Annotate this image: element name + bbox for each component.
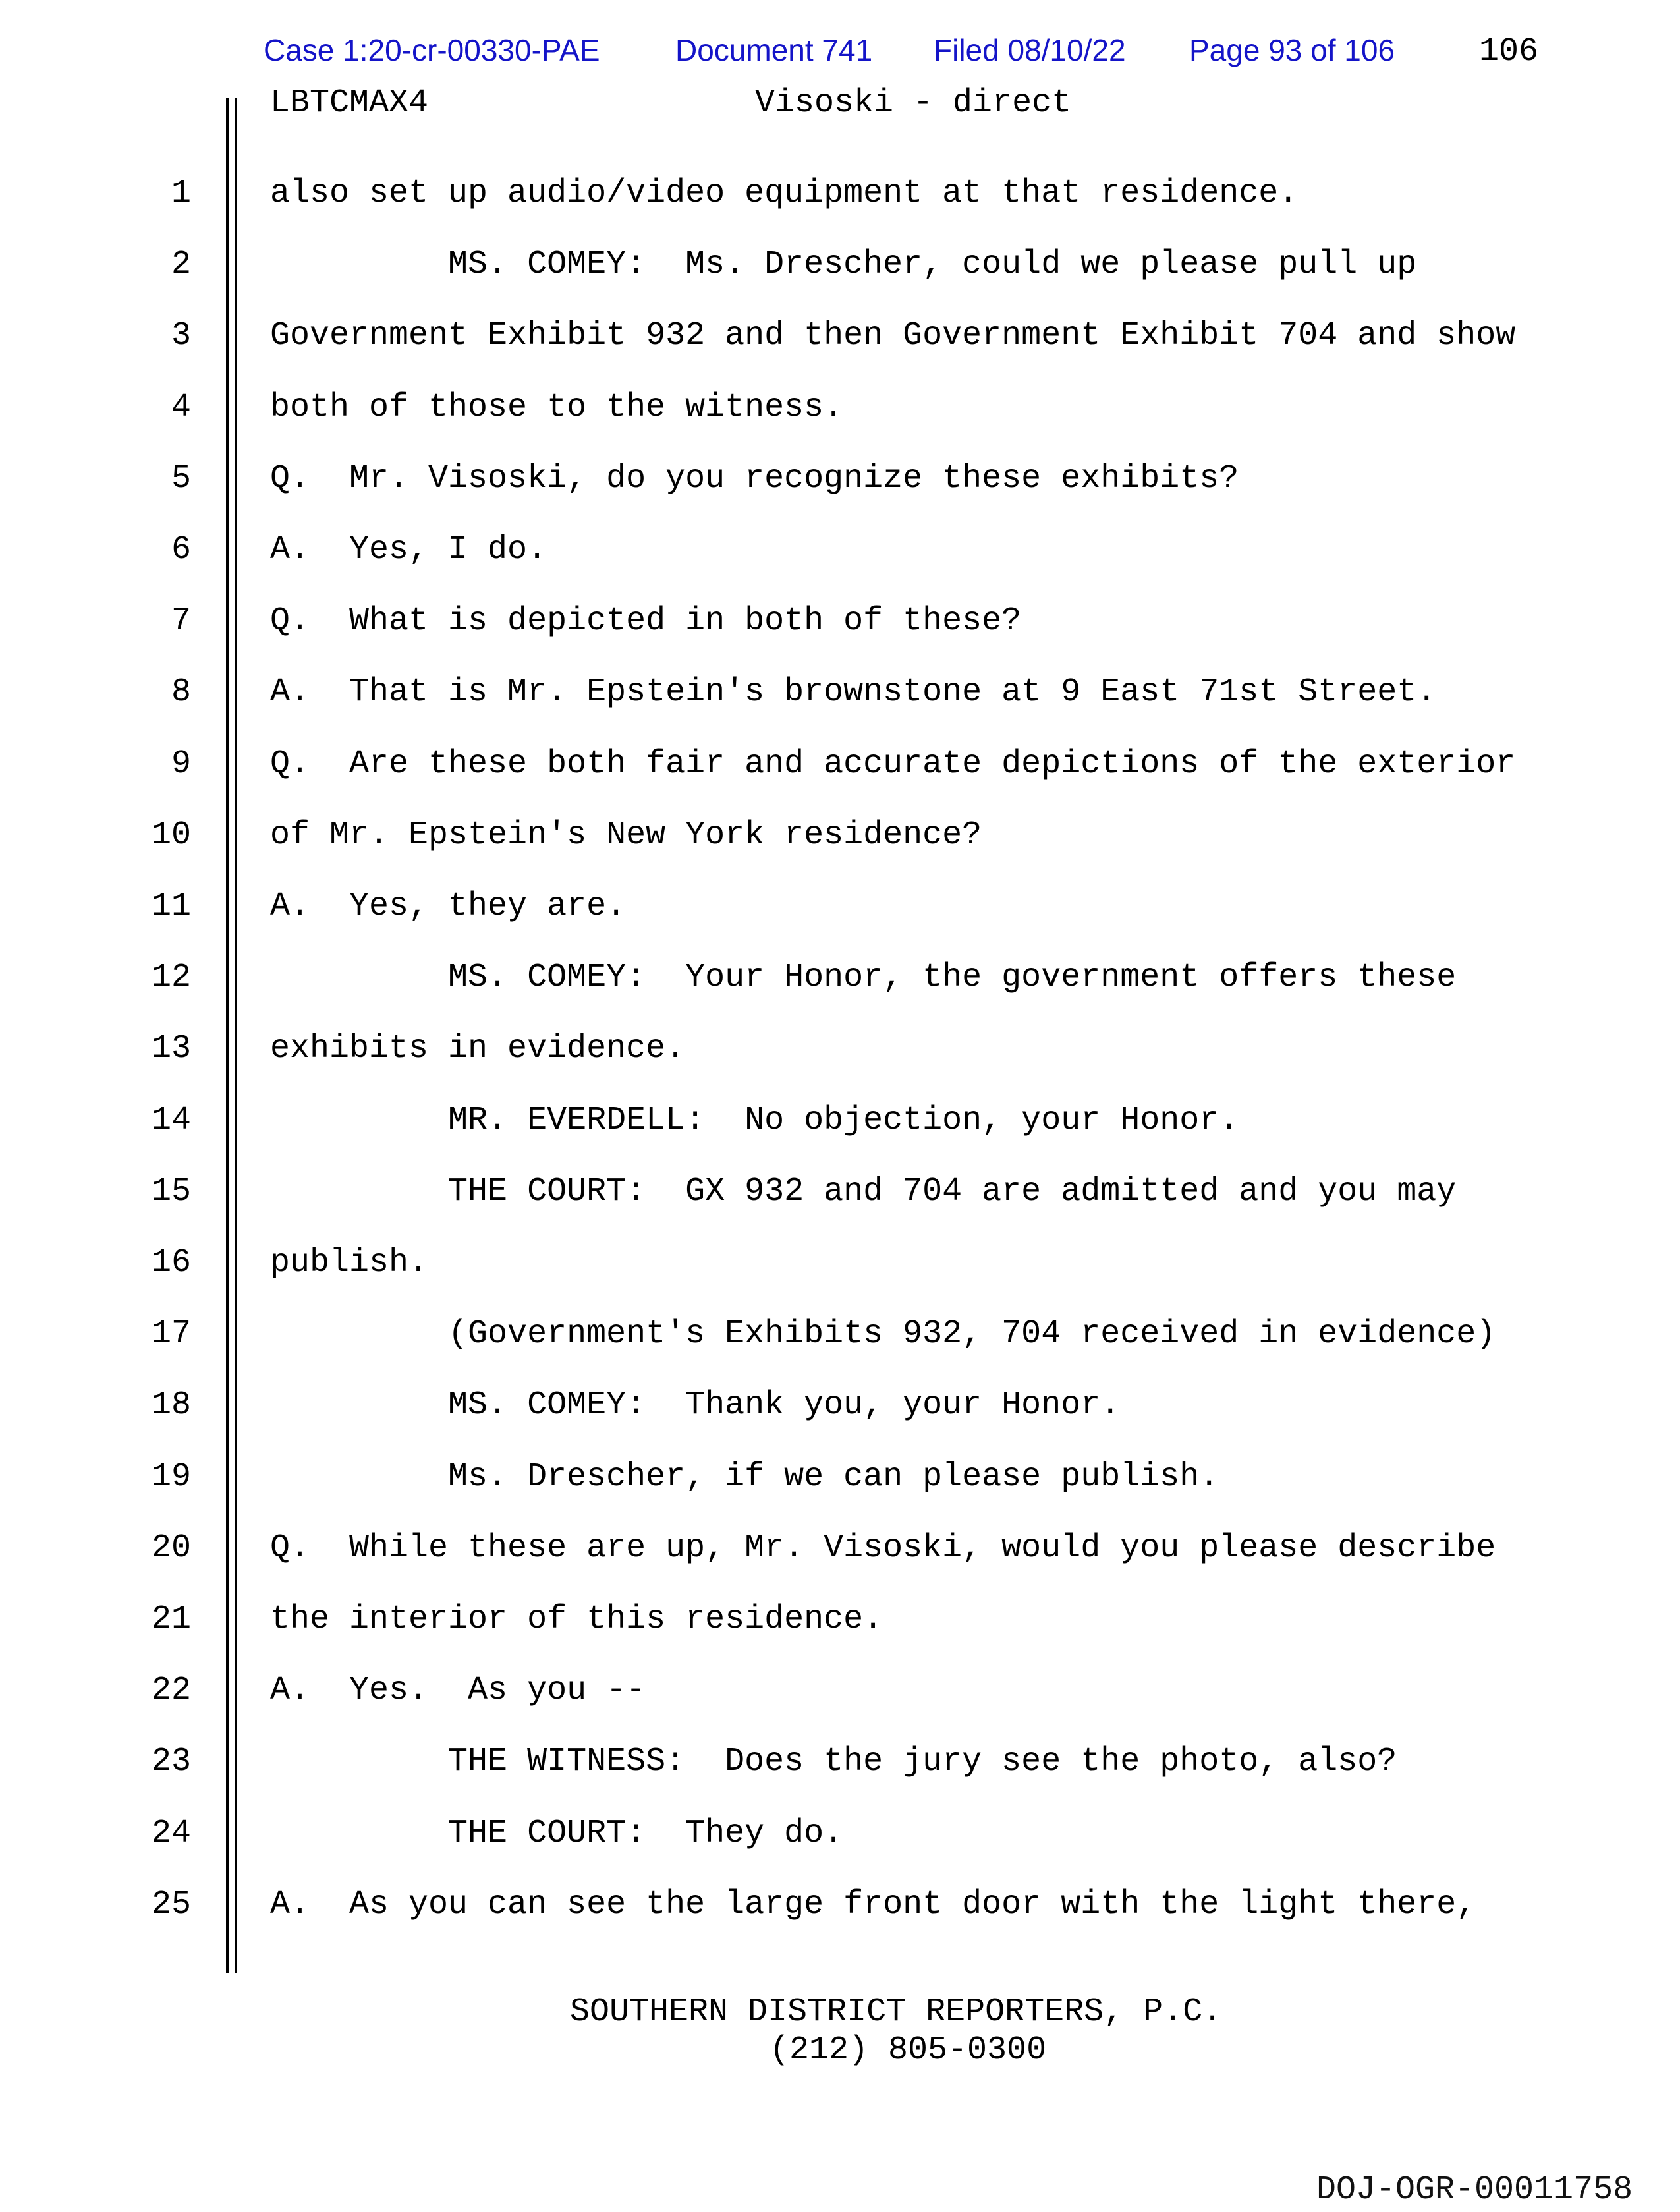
session-code: LBTCMAX4 [270, 84, 429, 122]
case-number: Case 1:20-cr-00330-PAE [264, 33, 600, 67]
transcript-line [0, 533, 1680, 604]
line-number: 17 [151, 1315, 191, 1353]
line-number: 13 [151, 1030, 191, 1067]
bates-number: DOJ-OGR-00011758 [1316, 2171, 1633, 2209]
transcript-line [0, 604, 1680, 675]
line-number: 3 [171, 317, 191, 354]
reporter-phone: (212) 805-0300 [770, 2031, 1047, 2069]
transcript-line [0, 961, 1680, 1032]
page-number: 106 [1479, 33, 1539, 71]
line-number: 21 [151, 1601, 191, 1638]
line-text: MS. COMEY: Thank you, your Honor. [270, 1386, 1121, 1424]
line-text: Q. While these are up, Mr. Visoski, would you please describe [270, 1529, 1496, 1567]
line-text: Ms. Drescher, if we can please publish. [270, 1458, 1219, 1496]
filed-date: Filed 08/10/22 [934, 33, 1126, 67]
line-text: A. Yes, they are. [270, 888, 627, 925]
line-number: 7 [171, 602, 191, 640]
line-number: 15 [151, 1173, 191, 1210]
line-number: 4 [171, 389, 191, 426]
transcript-line [0, 462, 1680, 533]
line-number: 12 [151, 959, 191, 996]
transcript-line [0, 1531, 1680, 1602]
line-text: also set up audio/video equipment at that residence. [270, 175, 1299, 212]
transcript-line [0, 1745, 1680, 1816]
line-text: A. Yes, I do. [270, 531, 547, 569]
line-text: publish. [270, 1244, 429, 1282]
line-text: A. As you can see the large front door with the light there, [270, 1886, 1476, 1923]
line-number: 9 [171, 745, 191, 783]
line-number: 10 [151, 816, 191, 854]
line-text: THE WITNESS: Does the jury see the photo, also? [270, 1743, 1397, 1780]
transcript-line [0, 747, 1680, 818]
transcript-line [0, 1104, 1680, 1175]
transcript-line [0, 1602, 1680, 1674]
transcript-line [0, 818, 1680, 890]
line-number: 19 [151, 1458, 191, 1496]
line-number: 5 [171, 460, 191, 497]
line-number: 18 [151, 1386, 191, 1424]
transcript-line [0, 890, 1680, 961]
transcript-line [0, 1246, 1680, 1317]
line-number: 23 [151, 1743, 191, 1780]
reporter-name: SOUTHERN DISTRICT REPORTERS, P.C. [570, 1993, 1223, 2031]
line-text: Q. Are these both fair and accurate depictions of the exterior [270, 745, 1516, 783]
transcript-line [0, 1175, 1680, 1246]
transcript-line [0, 1674, 1680, 1745]
transcript-line [0, 177, 1680, 248]
line-number: 6 [171, 531, 191, 569]
transcript-line [0, 1317, 1680, 1388]
line-text: Q. Mr. Visoski, do you recognize these exhibits? [270, 460, 1239, 497]
transcript-line [0, 319, 1680, 390]
line-text: (Government's Exhibits 932, 704 received in evidence) [270, 1315, 1496, 1353]
line-number: 24 [151, 1815, 191, 1852]
transcript-line [0, 1817, 1680, 1888]
transcript-line [0, 1388, 1680, 1460]
line-text: THE COURT: They do. [270, 1815, 844, 1852]
line-number: 8 [171, 673, 191, 711]
transcript-line [0, 675, 1680, 747]
line-number: 1 [171, 175, 191, 212]
line-text: Q. What is depicted in both of these? [270, 602, 1022, 640]
line-text: of Mr. Epstein's New York residence? [270, 816, 982, 854]
line-number: 22 [151, 1672, 191, 1709]
line-text: Government Exhibit 932 and then Government Exhibit 704 and show [270, 317, 1516, 354]
line-number: 16 [151, 1244, 191, 1282]
line-number: 2 [171, 246, 191, 283]
transcript-line [0, 1460, 1680, 1531]
transcript-line [0, 1888, 1680, 1959]
line-number: 14 [151, 1102, 191, 1139]
witness-direct-header: Visoski - direct [755, 84, 1072, 122]
line-text: THE COURT: GX 932 and 704 are admitted and you may [270, 1173, 1457, 1210]
transcript-line [0, 248, 1680, 319]
page-info: Page 93 of 106 [1189, 33, 1395, 67]
line-text: MS. COMEY: Your Honor, the government offers these [270, 959, 1457, 996]
line-text: A. That is Mr. Epstein's brownstone at 9 East 71st Street. [270, 673, 1437, 711]
line-text: exhibits in evidence. [270, 1030, 686, 1067]
transcript-line [0, 391, 1680, 462]
line-text: MS. COMEY: Ms. Drescher, could we please pull up [270, 246, 1417, 283]
line-text: MR. EVERDELL: No objection, your Honor. [270, 1102, 1239, 1139]
line-number: 25 [151, 1886, 191, 1923]
line-text: both of those to the witness. [270, 389, 844, 426]
line-number: 11 [151, 888, 191, 925]
line-text: the interior of this residence. [270, 1601, 883, 1638]
transcript-line [0, 1032, 1680, 1103]
document-number: Document 741 [675, 33, 873, 67]
line-text: A. Yes. As you -- [270, 1672, 646, 1709]
line-number: 20 [151, 1529, 191, 1567]
